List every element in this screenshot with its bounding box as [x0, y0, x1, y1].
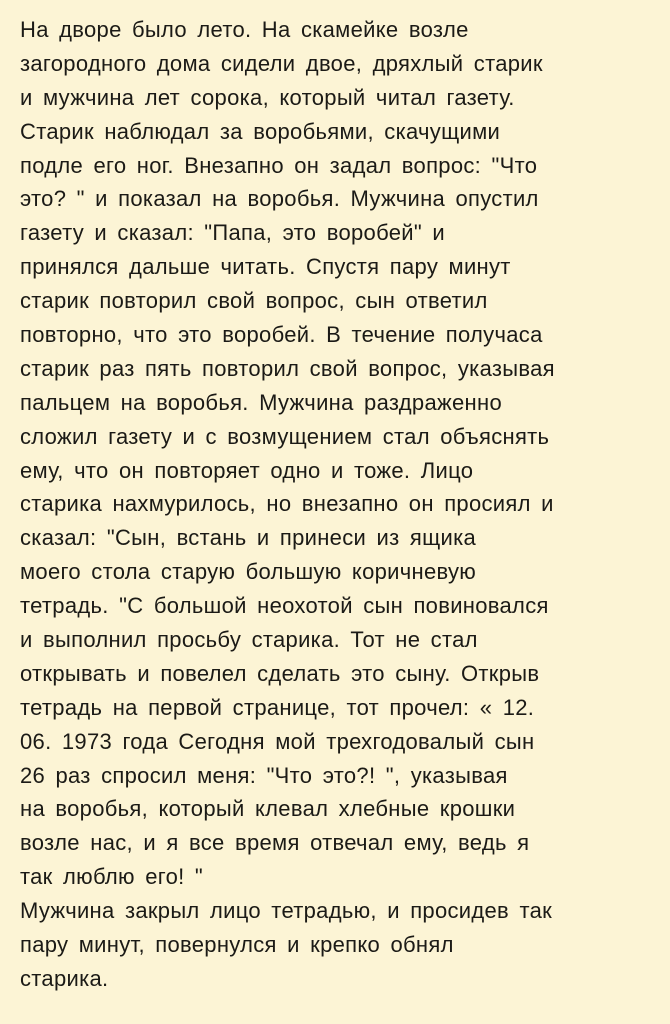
text-line: повторно, что это воробей. В течение получаса: [20, 322, 543, 348]
text-line: старика.: [20, 965, 109, 991]
text-line: моего стола старую большую коричневую: [20, 559, 477, 585]
text-line: и мужчина лет сорока, который читал газету.: [20, 84, 515, 110]
story-text: [20, 13, 660, 996]
text-line: тетрадь. "С большой неохотой сын повиновался: [20, 593, 549, 619]
text-line: это? " и показал на воробья. Мужчина опустил: [20, 186, 539, 212]
text-line: 26 раз спросил меня: "Что это?! ", указывая: [20, 762, 508, 788]
text-line: 06. 1973 года Сегодня мой трехгодовалый сын: [20, 728, 535, 754]
text-line: сложил газету и с возмущением стал объяснять: [20, 423, 550, 449]
text-line: На дворе было лето. На скамейке возле: [20, 17, 469, 42]
text-line: пару минут, повернулся и крепко обнял: [20, 932, 454, 958]
text-line: Старик наблюдал за воробьями, скачущими: [20, 118, 501, 144]
text-line: открывать и повелел сделать это сыну. Открыв: [20, 660, 540, 686]
text-line: и выполнил просьбу старика. Тот не стал: [20, 627, 478, 653]
text-line: загородного дома сидели двое, дряхлый старик: [20, 50, 543, 76]
text-line: старика нахмурилось, но внезапно он просиял и: [20, 491, 554, 517]
text-line: газету и сказал: "Папа, это воробей" и: [20, 220, 445, 246]
text-line: старик повторил свой вопрос, сын ответил: [20, 288, 488, 314]
text-line: пальцем на воробья. Мужчина раздраженно: [20, 389, 502, 415]
text-line: тетрадь на первой странице, тот прочел: « 12.: [20, 694, 535, 720]
text-line: старик раз пять повторил свой вопрос, указывая: [20, 355, 555, 381]
text-line: так люблю его! ": [20, 864, 204, 890]
text-line: принялся дальше читать. Спустя пару минут: [20, 254, 511, 280]
text-line: на воробья, который клевал хлебные крошки: [20, 796, 516, 822]
text-line: возле нас, и я все время отвечал ему, ведь я: [20, 830, 530, 856]
text-line: подле его ног. Внезапно он задал вопрос: "Что: [20, 152, 538, 178]
text-line: Мужчина закрыл лицо тетрадью, и просидев так: [20, 898, 553, 924]
text-line: ему, что он повторяет одно и тоже. Лицо: [20, 457, 474, 483]
text-line: сказал: "Сын, встань и принеси из ящика: [20, 525, 477, 551]
